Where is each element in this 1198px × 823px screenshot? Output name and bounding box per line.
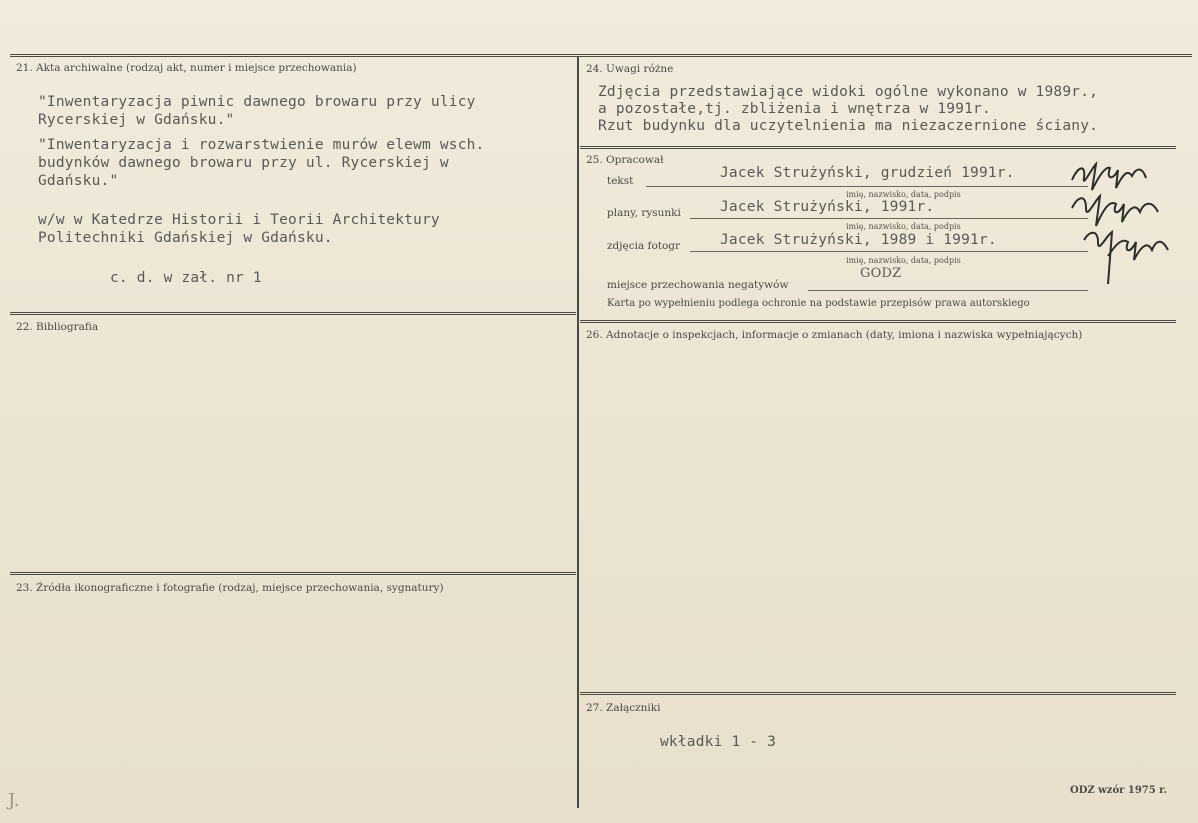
section-21-line-2: Rycerskiej w Gdańsku." <box>38 112 235 128</box>
section-27-label: 27. Załączniki <box>586 702 661 714</box>
plany-caption: imię, nazwisko, data, podpis <box>846 222 961 231</box>
zdjecia-caption: imię, nazwisko, data, podpis <box>846 256 961 265</box>
section-21-line-6: w/w w Katedrze Historii i Teorii Architektury <box>38 212 440 228</box>
section-21-line-1: "Inwentaryzacja piwnic dawnego browaru przy ulicy <box>38 94 476 110</box>
rule-left-22-23 <box>10 572 576 575</box>
rule-top <box>10 54 1192 57</box>
section-25-label: 25. Opracował <box>586 154 664 166</box>
tekst-value: Jacek Strużyński, grudzień 1991r. <box>720 165 1015 181</box>
section-23-label: 23. Źródła ikonograficzne i fotografie (rodzaj, miejsce przechowania, sygnatury) <box>16 582 444 594</box>
section-22-label: 22. Bibliografia <box>16 321 99 333</box>
tekst-line <box>646 186 1088 187</box>
tekst-label: tekst <box>607 175 634 187</box>
plany-line <box>690 218 1088 219</box>
section-27-value: wkładki 1 - 3 <box>660 734 777 750</box>
section-24-line-3: Rzut budynku dla uczytelnienia ma niezaczernione ściany. <box>598 118 1099 134</box>
section-21-line-5: Gdańsku." <box>38 173 119 189</box>
zdjecia-line <box>690 251 1088 252</box>
zdjecia-label: zdjęcia fotogr <box>607 240 681 252</box>
rule-right-25-26 <box>580 320 1176 323</box>
signature-plany <box>1068 190 1168 230</box>
copyright-note: Karta po wypełnieniu podlega ochronie na podstawie przepisów prawa autorskiego <box>607 298 1030 309</box>
negatywy-value: GODZ <box>860 266 902 281</box>
corner-mark: J. <box>8 790 20 811</box>
section-21-line-8: c. d. w zał. nr 1 <box>110 270 262 286</box>
section-21-line-3: "Inwentaryzacja i rozwarstwienie murów elewm wsch. <box>38 137 485 153</box>
section-21-label: 21. Akta archiwalne (rodzaj akt, numer i miejsce przechowania) <box>16 62 357 74</box>
tekst-caption: imię, nazwisko, data, podpis <box>846 190 961 199</box>
section-21-line-4: budynków dawnego browaru przy ul. Rycerskiej w <box>38 155 449 171</box>
section-24-label: 24. Uwagi różne <box>586 63 674 75</box>
rule-center <box>577 56 579 808</box>
rule-right-26-27 <box>580 692 1176 695</box>
rule-right-24-25 <box>580 146 1176 149</box>
section-21-line-7: Politechniki Gdańskiej w Gdańsku. <box>38 230 333 246</box>
plany-value: Jacek Strużyński, 1991r. <box>720 199 935 215</box>
plany-label: plany, rysunki <box>607 207 681 219</box>
section-26-label: 26. Adnotacje o inspekcjach, informacje o zmianach (daty, imiona i nazwiska wypełniających) <box>586 329 1083 341</box>
negatywy-line <box>808 290 1088 291</box>
signature-zdjecia <box>1078 226 1174 288</box>
zdjecia-value: Jacek Strużyński, 1989 i 1991r. <box>720 232 997 248</box>
rule-left-21-22 <box>10 312 576 315</box>
section-24-line-2: a pozostałe,tj. zbliżenia i wnętrza w 1991r. <box>598 101 991 117</box>
negatywy-label: miejsce przechowania negatywów <box>607 279 789 291</box>
section-24-line-1: Zdjęcia przedstawiające widoki ogólne wykonano w 1989r., <box>598 84 1099 100</box>
form-reference: ODZ wzór 1975 r. <box>1070 785 1168 796</box>
